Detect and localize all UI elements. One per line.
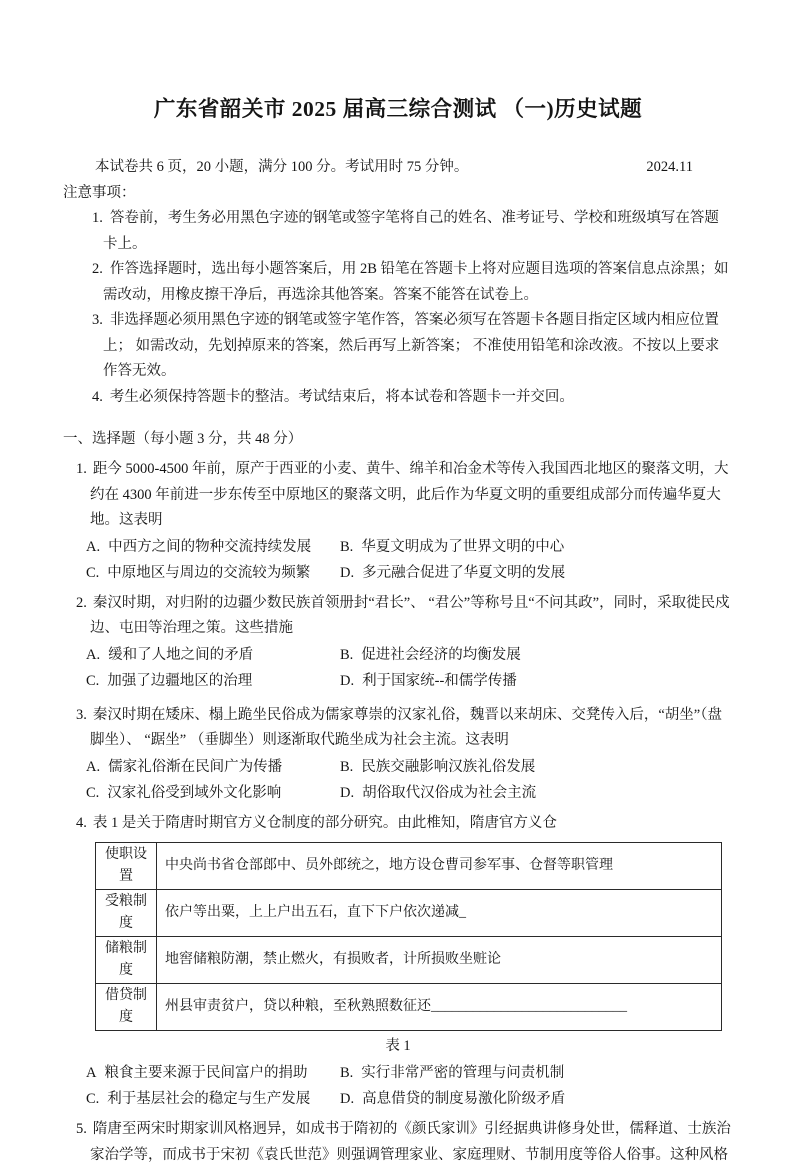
option-a [86, 1060, 340, 1086]
question-number: 3. [76, 706, 87, 723]
option-text: 华夏文明成为了世界文明的中心 [361, 538, 565, 555]
table-row-label: 使职设置 [96, 843, 157, 890]
yicang-system-table [95, 842, 722, 1031]
options-row [63, 534, 733, 560]
table-row [96, 984, 722, 1031]
question-stem [63, 811, 733, 837]
option-d [340, 560, 565, 586]
question-5 [63, 1117, 733, 1168]
meta-row [63, 154, 733, 180]
option-label: C. [86, 1091, 100, 1107]
option-text: 缓和了人地之间的矛盾 [108, 646, 254, 663]
options-row [63, 1060, 733, 1086]
option-a [86, 754, 340, 780]
question-text: 距今 5000-4500 年前，原产于西亚的小麦、黄牛、绵羊和冶金术等传入我国西北地区的聚落文明，大约在 4300 年前进一步东传至中原地区的聚落文明，此后作为华夏文明的重要组成部分而传遍华夏大地。这表明 [90, 461, 729, 528]
question-stem [63, 703, 733, 754]
option-label: D. [340, 784, 355, 801]
notice-text: 考生必须保持答题卡的整洁。考试结束后，将本试卷和答题卡一并交回。 [109, 388, 574, 405]
option-text: 胡俗取代汉俗成为社会主流 [362, 784, 537, 801]
question-1 [63, 457, 733, 586]
option-label: B. [340, 758, 354, 775]
option-text: 实行非常严密的管理与问责机制 [361, 1065, 565, 1081]
table-row-label: 借贷制度 [96, 984, 157, 1031]
option-d [340, 668, 517, 694]
option-a [86, 642, 340, 668]
option-label: A [86, 1065, 97, 1081]
notice-number: 4. [92, 388, 103, 405]
options-row [63, 642, 733, 668]
option-text: 粮食主要来源于民间富户的捐助 [104, 1065, 308, 1081]
option-b [340, 534, 564, 560]
question-number: 2. [76, 594, 87, 611]
exam-info: 本试卷共 6 页，20 小题，满分 100 分。考试用时 75 分钟。 [95, 159, 469, 175]
exam-date: 2024.11 [646, 159, 693, 175]
option-d [340, 780, 536, 806]
option-label: A. [86, 646, 101, 663]
page-title: 广东省韶关市 2025 届高三综合测试 （一)历史试题 [153, 97, 643, 121]
option-label: B. [340, 538, 354, 555]
table-caption: 表 1 [385, 1038, 411, 1054]
option-label: D. [340, 1091, 355, 1107]
table-row-label: 储粮制度 [96, 937, 157, 984]
option-a [86, 534, 340, 560]
section-heading: 一、选择题（每小题 3 分，共 48 分） [63, 431, 303, 447]
option-b [340, 1060, 564, 1086]
table-row-content: 地窖储粮防潮，禁止燃火，有损败者，计所损败坐赃论 [157, 937, 722, 984]
notice-item [63, 257, 733, 308]
option-text: 汉家礼俗受到域外文化影响 [107, 784, 282, 801]
table-row-content: 中央尚书省仓部郎中、员外郎统之，地方设仓曹司参军事、仓督等职管理 [157, 843, 722, 890]
option-label: A. [86, 538, 101, 555]
question-4 [63, 811, 733, 1113]
notice-number: 3. [92, 312, 103, 328]
option-label: C. [86, 672, 100, 689]
options-row [63, 754, 733, 780]
option-c [86, 780, 340, 806]
notice-number: 1. [92, 210, 103, 226]
option-label: D. [340, 672, 355, 689]
option-label: B. [340, 1065, 354, 1081]
notice-item [63, 385, 733, 411]
option-b [340, 754, 535, 780]
option-text: 加强了边疆地区的治理 [107, 672, 253, 689]
table-row [96, 937, 722, 984]
notice-text: 非选择题必须用黑色字迹的钢笔或签字笔作答，答案必须写在答题卡各题目指定区域内相应位置上； 如需改动，先划掉原来的答案，然后再写上新答案； 不准使用铅笔和涂改液。不按以上要求作答无效。 [103, 312, 720, 379]
table-row [96, 890, 722, 937]
option-c [86, 1086, 340, 1112]
option-text: 高息借贷的制度易激化阶级矛盾 [362, 1091, 566, 1107]
notice-item [63, 206, 733, 257]
option-label: C. [86, 784, 100, 801]
option-label: D. [340, 564, 355, 581]
option-b [340, 642, 521, 668]
option-text: 儒家礼俗渐在民间广为传播 [108, 758, 283, 775]
table-row-content: 依户等出粟，上上户出五石，直下下户依次递减_ [157, 890, 722, 937]
question-number: 4. [76, 814, 87, 831]
notice-number: 2. [92, 261, 103, 277]
table-row-label: 受粮制度 [96, 890, 157, 937]
option-text: 多元融合促进了华夏文明的发展 [362, 564, 566, 581]
options-row [63, 780, 733, 806]
question-stem [63, 1117, 733, 1168]
question-text: 隋唐至两宋时期家训风格迥异，如成书于隋初的《颜氏家训》引经据典讲修身处世，儒释道、士族治家治学等，而成书于宋初《袁氏世范》则强调管理家业、家庭理财、节制用度等俗人俗事。这种风格 [90, 1121, 731, 1163]
question-text: 表 1 是关于隋唐时期官方义仓制度的部分研究。由此椎知，隋唐官方义仓 [92, 814, 557, 831]
option-text: 利于基层社会的稳定与生产发展 [107, 1091, 311, 1107]
notice-heading: 注意事项： [63, 185, 136, 201]
question-number: 1. [76, 461, 87, 477]
notice-text: 答卷前，考生务必用黑色字迹的钢笔或签字笔将自己的姓名、准考证号、学校和班级填写在答题卡上。 [103, 210, 719, 252]
notice-item [63, 308, 733, 385]
option-label: A. [86, 758, 101, 775]
question-3 [63, 703, 733, 806]
options-row [63, 560, 733, 586]
option-text: 中原地区与周边的交流较为频繁 [107, 564, 311, 581]
option-text: 促进社会经济的均衡发展 [361, 646, 521, 663]
option-d [340, 1086, 565, 1112]
option-label: C. [86, 564, 100, 581]
question-2 [63, 591, 733, 694]
options-row [63, 668, 733, 694]
option-c [86, 560, 340, 586]
table-row-content: 州县审责贫户，贷以种粮，至秋熟照数征还____________________________ [157, 984, 722, 1031]
question-text: 秦汉时期，对归附的边疆少数民族首领册封“君长”、 “君公”等称号且“不问其政”，同时，采取徙民戍边、屯田等治理之策。这些措施 [90, 594, 730, 636]
option-label: B. [340, 646, 354, 663]
option-c [86, 668, 340, 694]
options-row [63, 1086, 733, 1112]
question-stem [63, 457, 733, 534]
question-stem [63, 591, 733, 642]
option-text: 中西方之间的物种交流持续发展 [108, 538, 312, 555]
question-text: 秦汉时期在矮床、榻上跪坐民俗成为儒家尊崇的汉家礼俗，魏晋以来胡床、交凳传入后，“胡坐”（盘脚坐）、 “踞坐” （垂脚坐）则逐渐取代跪坐成为社会主流。这表明 [90, 706, 722, 748]
option-text: 利于国家统--和儒学传播 [362, 672, 517, 689]
option-text: 民族交融影响汉族礼俗发展 [361, 758, 536, 775]
table-row [96, 843, 722, 890]
question-number: 5. [76, 1121, 87, 1137]
notice-text: 作答选择题时，选出每小题答案后，用 2B 铅笔在答题卡上将对应题目选项的答案信息点涂黑；如需改动，用橡皮擦干净后，再选涂其他答案。答案不能答在试卷上。 [103, 261, 729, 303]
